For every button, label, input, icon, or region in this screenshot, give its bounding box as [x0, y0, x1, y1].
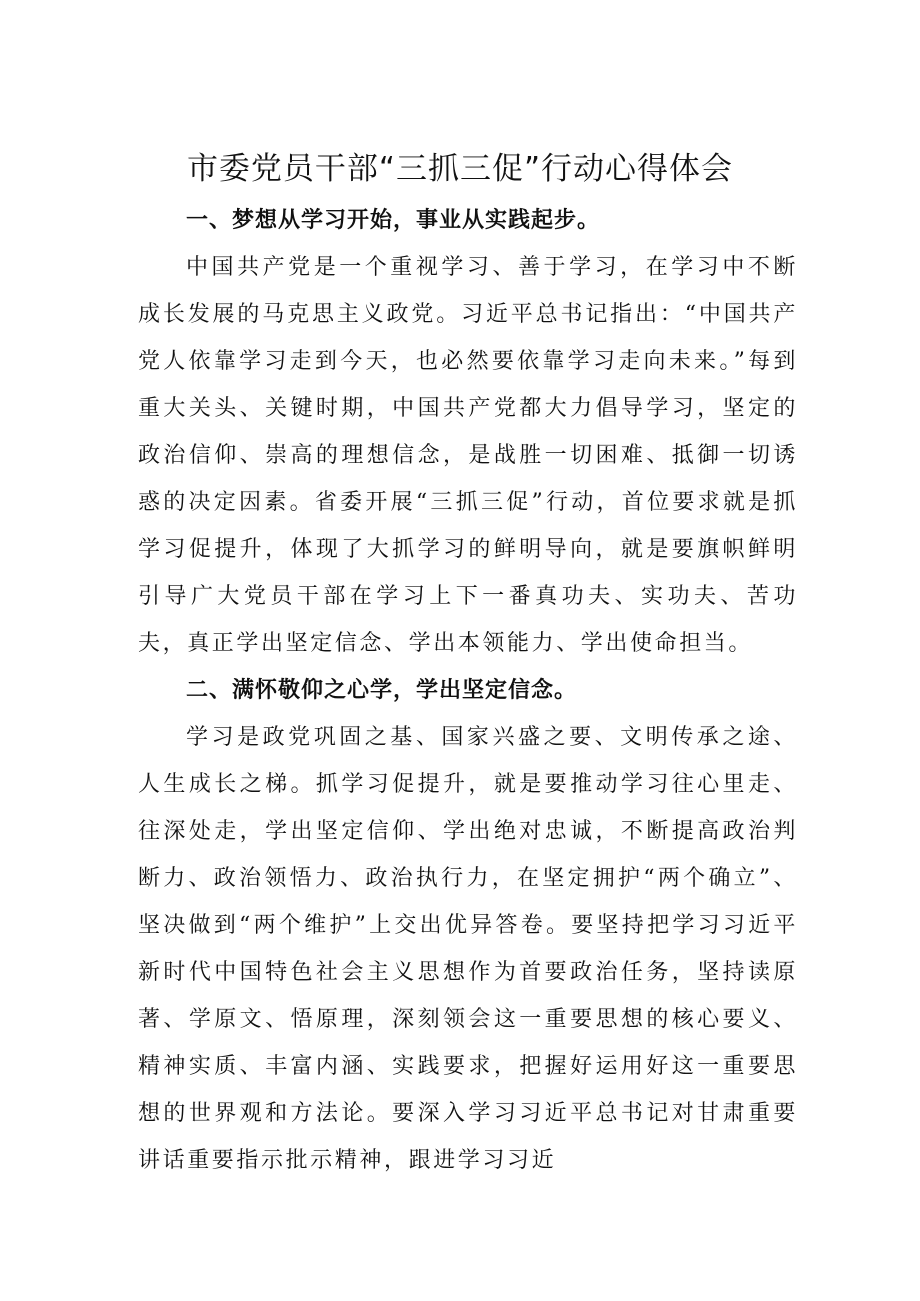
section-heading: 二、满怀敬仰之心学，学出坚定信念。 — [186, 678, 578, 703]
section-2 — [138, 667, 798, 1184]
section-1 — [138, 197, 798, 667]
section-paragraph: 中国共产党是一个重视学习、善于学习，在学习中不断成长发展的马克思主义政党。习近平总书记指出：“中国共产党人依靠学习走到今天，也必然要依靠学习走向未来。”每到重大关头、关键时期，中国共产党都大力倡导学习，坚定的政治信仰、崇高的理想信念，是战胜一切困难、抵御一切诱惑的决定因素。省委开展“三抓三促”行动，首位要求就是抓学习促提升，体现了大抓学习的鲜明导向，就是要旗帜鲜明引导广大党员干部在学习上下一番真功夫、实功夫、苦功夫，真正学出坚定信念、学出本领能力、学出使命担当。 — [138, 255, 798, 656]
document-title: 市委党员干部“三抓三促”行动心得体会 — [186, 151, 734, 187]
section-paragraph: 学习是政党巩固之基、国家兴盛之要、文明传承之途、人生成长之梯。抓学习促提升，就是要推动学习往心里走、往深处走，学出坚定信仰、学出绝对忠诚，不断提高政治判断力、政治领悟力、政治执行力，在坚定拥护“两个确立”、坚决做到“两个维护”上交出优异答卷。要坚持把学习习近平新时代中国特色社会主义思想作为首要政治任务，坚持读原著、学原文、悟原理，深刻领会这一重要思想的核心要义、精神实质、丰富内涵、实践要求，把握好运用好这一重要思想的世界观和方法论。要深入学习习近平总书记对甘肃重要讲话重要指示批示精神，跟进学习习近 — [138, 725, 798, 1173]
section-heading: 一、梦想从学习开始，事业从实践起步。 — [186, 208, 601, 233]
document-body — [138, 197, 798, 1184]
